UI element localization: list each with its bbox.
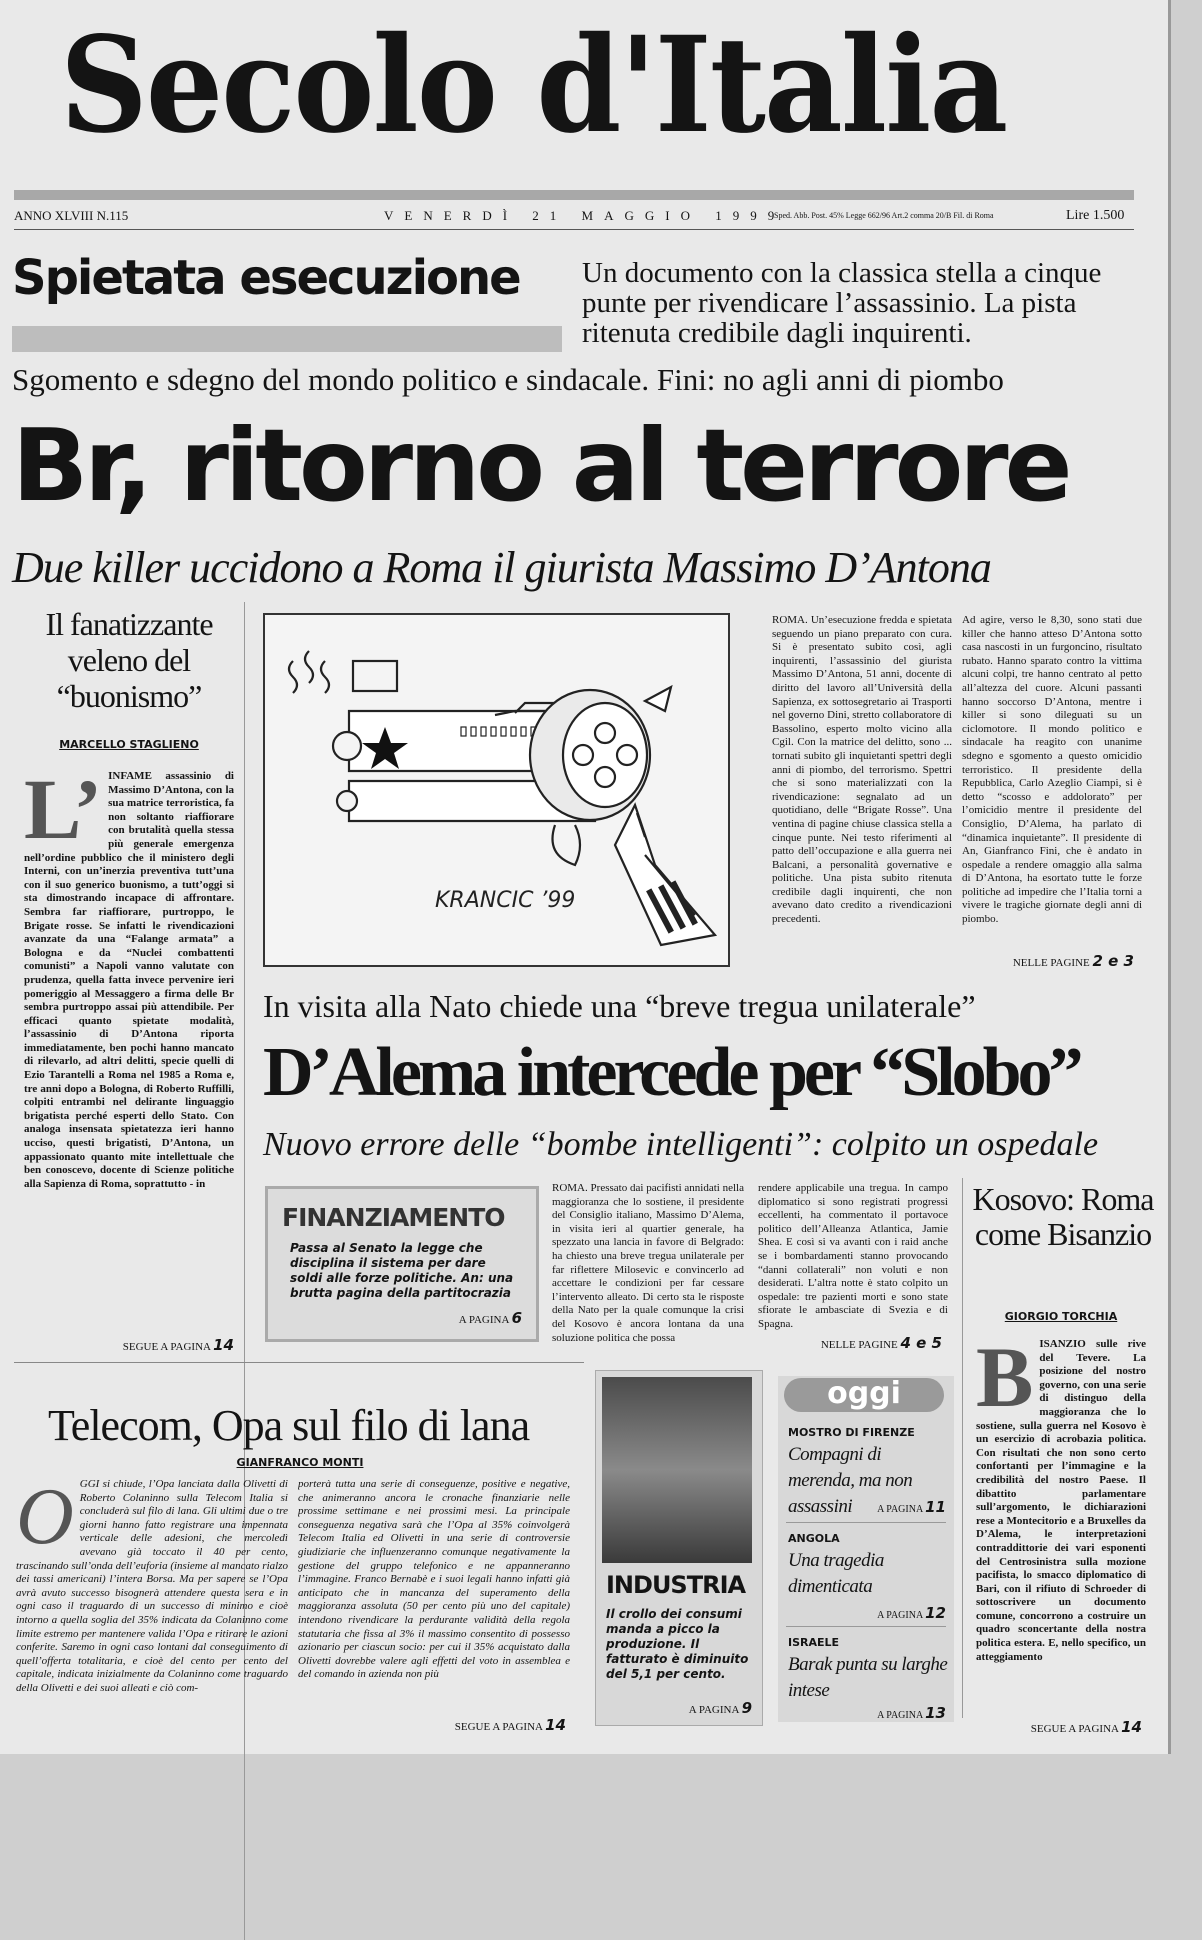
- oggi-header: oggi: [784, 1378, 944, 1412]
- lead-kicker-text: Un documento con la classica stella a cinque punte per rivendicare l’assassinio. La pista ritenuta credibile dagli inquirenti.: [582, 257, 1102, 349]
- nato-ref-pages: 4 e 5: [900, 1334, 942, 1352]
- oggi-item-title: Una tragedia dimenticata: [788, 1550, 884, 1597]
- telecom-continue-label: SEGUE A PAGINA: [454, 1721, 543, 1733]
- finanziamento-title: FINANZIAMENTO: [282, 1203, 505, 1232]
- cartoon-signature: KRANCIC ’99: [435, 888, 576, 913]
- industria-ref: [689, 1699, 752, 1717]
- finanziamento-ref-page: 6: [511, 1309, 522, 1327]
- oggi-box: [778, 1376, 954, 1722]
- editorial-dropcap: L’: [24, 770, 103, 857]
- telecom-col2: porterà tutta una serie di conseguenze, positive e negative, che animeranno ancora le cronache finanziarie nelle prossime settimane e nei prossimi mesi. La principale conseguenza negativa sarà che l’Opa al 35% coinvolgerà Telecom Italia ed Olivetti in una serie di controversie giudiziarie che influenzeranno comunque negativamente la gestione del gruppo telefonico e ne appanneranno l’immagine. Franco Bernabè e i suoi legali hanno infatti già anticipato che in mancanza del superamento della maggioranza assoluta (50 per cento più uno del capitale) intendono rivendicare la perdurante validità della regola statutaria che fissa al 3% il massimo consentito di possesso azionario per ciascun socio: per cui il 35% acquistato dalla Olivetti dovrebbe valere agli effetti del voto in assemblea e del comando in azienda non più: [298, 1478, 570, 1681]
- oggi-item-ref: [877, 1498, 946, 1516]
- editorial-continue-label: SEGUE A PAGINA: [122, 1341, 211, 1353]
- finanziamento-ref-label: A PAGINA: [458, 1314, 509, 1326]
- kosovo-dropcap: B: [976, 1338, 1034, 1425]
- kosovo-continue-label: SEGUE A PAGINA: [1030, 1723, 1119, 1735]
- nato-subheadline: Nuovo errore delle “bombe intelligenti”: colpito un ospedale: [263, 1126, 1099, 1163]
- oggi-divider: [786, 1626, 946, 1627]
- postal-info: Sped. Abb. Post. 45% Legge 662/96 Art.2 comma 20/B Fil. di Roma: [774, 211, 994, 220]
- nato-headline: D’Alema intercede per “Slobo”: [263, 1034, 1080, 1111]
- issue-date: VENERDÌ 21 MAGGIO 1999: [384, 208, 786, 223]
- oggi-item-ref-page: 13: [925, 1704, 946, 1722]
- nato-ref: [758, 1334, 942, 1352]
- editorial-continue-page: 14: [213, 1336, 234, 1354]
- oggi-item-label: ANGOLA: [788, 1532, 840, 1545]
- oggi-item-label: MOSTRO DI FIRENZE: [788, 1426, 915, 1439]
- revolver-illustration: [265, 615, 728, 965]
- lead-ref-label: NELLE PAGINE: [1012, 957, 1090, 969]
- lead-kicker: Spietata esecuzione: [12, 250, 520, 306]
- editorial-body: [24, 770, 234, 1330]
- finanziamento-box: [265, 1186, 539, 1342]
- oggi-item-ref-page: 12: [925, 1604, 946, 1622]
- lead-headline: Br, ritorno al terrore: [12, 407, 1069, 524]
- oggi-item-ref: [877, 1704, 946, 1722]
- price: Lire 1.500: [1066, 208, 1125, 223]
- oggi-item-ref-label: A PAGINA: [877, 1504, 923, 1515]
- section-rule: [14, 1362, 584, 1363]
- telecom-continue: [298, 1716, 566, 1734]
- editorial-byline: MARCELLO STAGLIENO: [59, 738, 199, 751]
- industria-ref-page: 9: [741, 1699, 752, 1717]
- telecom-col1: [16, 1478, 288, 1726]
- editorial-continue: [24, 1336, 234, 1354]
- kosovo-body: [976, 1338, 1146, 1714]
- dateline-rule: [14, 229, 1134, 230]
- lead-article-col2: Ad agire, verso le 8,30, sono stati due killer che hanno atteso D’Antona sotto casa nascosti in un furgoncino, risultato rubato. Hanno sparato contro la vittima alcuni colpi, tre hanno centrato al petto all’altezza del cuore. Alcuni passanti hanno soccorso D’Antona, mentre i killer si sono dileguati su un ciclomotore. Il mondo politico e sindacale ha reagito con unanime sdegno e sgomento a questo omicidio terroristico. Il presidente della Repubblica, Carlo Azeglio Ciampi, si è detto “scosso e addolorato” per l’omicidio mentre il presidente del Consiglio, D’Alema, ha parlato di “dinamica inquietante”. Il presidente di An, Gianfranco Fini, che è andato in ospedale a rendere omaggio alla salma di D’Antona, ha esortato tutte le forze politiche ad impedire che l’Italia torni a vivere le tragiche giornate degli anni di piombo.: [962, 614, 1142, 926]
- oggi-item-title: Compagni di merenda, ma non assassini: [788, 1444, 913, 1517]
- kosovo-divider: [962, 1178, 963, 1718]
- masthead-rule: [14, 190, 1134, 200]
- industria-ref-label: A PAGINA: [688, 1704, 739, 1716]
- nato-article-col2: rendere applicabile una tregua. In campo diplomatico si sono registrati progressi eccellenti, ha commentato il portavoce politico dell’Alleanza Atlantica, Jamie Shea. E così si va avanti con i raid anche se i bombardamenti stanno provocando “danni collaterali” non voluti e non desiderati. L’altra notte è stato colpito un ospedale: tre pazienti morti e sono state sfiorate le ambasciate di Svezia e di Spagna.: [758, 1182, 948, 1330]
- telecom-byline: GIANFRANCO MONTI: [236, 1456, 364, 1469]
- telecom-continue-page: 14: [545, 1716, 566, 1734]
- oggi-item-title: Barak punta su larghe intese: [788, 1654, 948, 1701]
- industria-text: Il crollo dei consumi manda a picco la produzione. Il fatturato è diminuito del 5,1 per cento.: [606, 1607, 749, 1681]
- oggi-item-ref-page: 11: [925, 1498, 946, 1516]
- cartoon-gun: [263, 613, 730, 967]
- kosovo-text: ISANZIO sulle rive del Tevere. La posizione del nostro governo, con una serie di distinguo della maggioranza che lo sostiene, sulla guerra nel Kosovo è un esercizio di acrobazia politica. Con risultati che non sono certo confortanti per l’immagine e la credibilità del nostro Paese. Il dibattito parlamentare sull’argomento, le dichiarazioni rese a Montecitorio e a Bruxelles da D’Alema, le interpretazioni contraddittorie dei vari esponenti del Centrosinistra sulla mozione pacifista, lo smacco diplomatico di Bari, con il rifiuto di Schroeder di sottoscrivere un documento comune, concorrono a costruire un quadro sconcertante della nostra politica estera. E, nello specifico, un atteggiamento: [976, 1338, 1146, 1663]
- nato-article-col1: ROMA. Pressato dai pacifisti annidati nella maggioranza che lo sostiene, il presidente del Consiglio italiano, Massimo D’Alema, in visita ieri al quartier generale, ha spezzato una lancia in favore di Belgrado: ha chiesto una breve tregua unilaterale per far riflettere Milosevic e convincerlo ad accettare le condizioni per far cessare l’intervento alleato. Di certo sta le risposte della Nato per la quale comunque la crisi del Kosovo è ancora lontana da una soluzione politica che possa: [552, 1182, 744, 1342]
- oggi-item-ref-label: A PAGINA: [877, 1610, 923, 1621]
- finanziamento-ref: [459, 1309, 522, 1327]
- kosovo-title: Kosovo: Roma come Bisanzio: [972, 1181, 1154, 1252]
- industria-title: INDUSTRIA: [606, 1571, 746, 1599]
- kosovo-continue-page: 14: [1121, 1718, 1142, 1736]
- nato-ref-label: NELLE PAGINE: [820, 1339, 898, 1351]
- oggi-item-ref-label: A PAGINA: [877, 1710, 923, 1721]
- kosovo-byline: GIORGIO TORCHIA: [1004, 1310, 1118, 1323]
- editorial-title: Il fanatizzante veleno del “buonismo”: [45, 606, 213, 714]
- finanziamento-text: Passa al Senato la legge che disciplina il sistema per dare soldi alle forze politiche. An: una brutta pagina della partitocrazia: [290, 1241, 514, 1300]
- nato-kicker: In visita alla Nato chiede una “breve tregua unilaterale”: [263, 988, 976, 1024]
- lead-article-col1: ROMA. Un’esecuzione fredda e spietata seguendo un piano preparato con cura. Si è presentato subito così, agli inquirenti, l’assassinio del giurista Massimo D’Antona, 51 anni, docente di diritto del lavoro all’Università della Sapienza, ex sottosegretario ai Trasporti nel governo Dini, stretto collaboratore di Bassolino, esperto molto vicino alla Cgil. Con la matrice del delitto, sono ... tornati subito gli inquietanti spettri degli anni di piombo, del terrorismo. Spettri che si sono materializzati con la rivendicazione: segnalato ad un quotidiano, delle “Brigate Rosse”. Una ventina di pagine chiuse classica stella a cinque punte. Nei testo riferimenti al patto dell’occupazione e alla guerra nei Balcani, a personalità governative e politiche. Una pista subito ritenuta credibile dagli inquirenti, che non avevano dato credito a rivendicazioni precedenti.: [772, 614, 952, 926]
- kicker-bar: [12, 326, 562, 352]
- masthead-title: Secolo d'Italia: [60, 8, 1007, 163]
- lead-ref: [962, 952, 1134, 970]
- oggi-item-label: ISRAELE: [788, 1636, 840, 1649]
- dateline: [14, 202, 1134, 228]
- lead-subheadline: Due killer uccidono a Roma il giurista Massimo D’Antona: [12, 543, 991, 592]
- editorial-text: INFAME assassinio di Massimo D’Antona, con la sua matrice terroristica, fa non soltanto riaffiorare con brutalità quella stessa più generale emergenza nell’ordine pubblico che il ministero degli Interni, con un’inerzia preventiva tutt’una con il suo generico buonismo, a tutt’oggi si sta dimostrando incapace di affrontare. Sembra far riaffiorare, purtroppo, le Brigate rosse. Se infatti le rivendicazioni avanzate da una “Falange armata” a Bologna e da “Nuclei combattenti comunisti” a Napoli vanno valutate con prudenza, quella fatta invece pervenire ieri pomeriggio al Messaggero a firma delle Br sembra purtroppo assai più attendibile. Per efficaci quanto spietate modalità, l’assassinio di D’Antona riporta immediatamente, ben pochi hanno mancato di rilevarlo, ad altri delitti, specie quelli di Ezio Tarantelli a Roma nel 1985 a Roma e, tre anni dopo a Bologna, di Roberto Ruffilli, colpiti entrambi nel delirante linguaggio brigatista perché esperti dello Stato. Con analoga insensata spietatezza ieri hanno ucciso, questi brigatisti, D’Antona, un appassionato quanto mite intellettuale che ben conoscevo, docente di Scienze politiche alla Sapienza di Roma, soprattutto - in: [24, 770, 234, 1190]
- kosovo-continue: [976, 1718, 1142, 1736]
- lead-subheading: Sgomento e sdegno del mondo politico e sindacale. Fini: no agli anni di piombo: [12, 362, 1004, 397]
- oggi-item-ref: [877, 1604, 946, 1622]
- oggi-divider: [786, 1522, 946, 1523]
- telecom-dropcap: O: [16, 1478, 74, 1561]
- industria-box: [595, 1370, 763, 1726]
- telecom-title: Telecom, Opa sul filo di lana: [48, 1401, 530, 1450]
- telecom-text-1: GGI si chiude, l’Opa lanciata dalla Olivetti di Roberto Colaninno sulla Telecom Italia si concluderà sul filo di lana. Gli ultimi due o tre giorni hanno fatto registrare una impennata verticale delle adesioni, che mercoledì avevano già toccato il 40 per cento, trascinando sull’onda dell’euforia (insieme al mancato rialzo dei tassi americani) l’intera Borsa. Ma per sapere se l’Opa avrà avuto successo bisognerà attendere questa sera e in ogni caso il traguardo di un successo di minimo e cioè intorno a quella soglia del 35% indicata da Colaninno come limite estremo per mantenere valida l’Opa e ritirare le azioni conferite. Saremo in ogni caso lontani dal conseguimento di quell’offerta totalitaria, e cioè del cento per cento del capitale, indicata inizialmente da Colaninno come traguardo della Olivetti e dei suoi alleati e ciò com-: [16, 1478, 288, 1694]
- industria-photo: [602, 1377, 752, 1563]
- lead-ref-pages: 2 e 3: [1092, 952, 1134, 970]
- issue-number: ANNO XLVIII N.115: [14, 208, 129, 223]
